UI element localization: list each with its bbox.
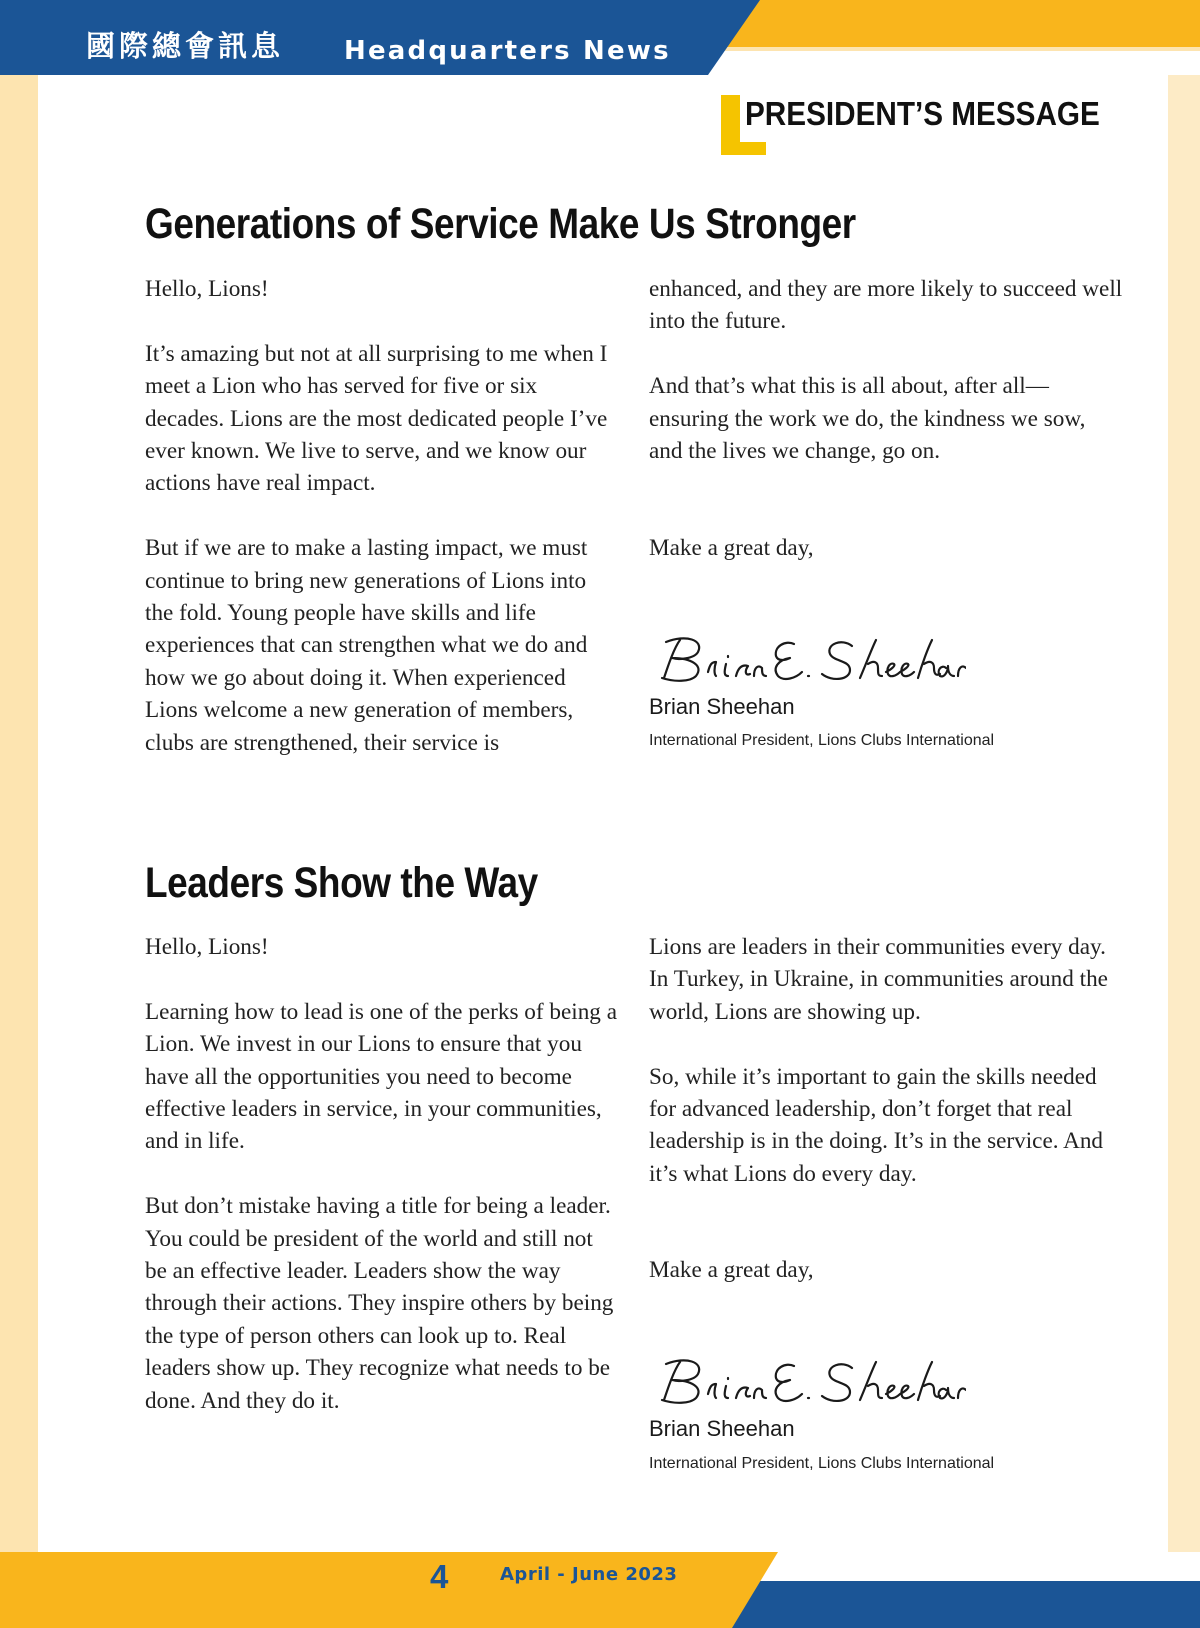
paragraph: But if we are to make a lasting impact, we must continue to bring new generations of Lions into the fold. Young people have skills and life experiences that can strengthen what we do and how we go about doing it. When experienced Lions welcome a new generation of members, clubs are strengthened, their service is bbox=[145, 535, 588, 756]
left-margin-strip bbox=[0, 0, 38, 1628]
article-right-column bbox=[649, 273, 1124, 467]
issue-date: April - June 2023 bbox=[500, 1564, 678, 1585]
paragraph: Hello, Lions! bbox=[145, 276, 269, 302]
article-right-column bbox=[649, 931, 1124, 1190]
header-title-cjk: 國際總會訊息 bbox=[86, 29, 285, 63]
closing-line: Make a great day, bbox=[649, 1257, 814, 1283]
paragraph: But don’t mistake having a title for being a leader. You could be president of the world and still not be an effective leader. Leaders show the way through their actions. They inspire others by being the type of person others can look up to. Real leaders show up. They recognize what needs to be done. And they do it. bbox=[145, 1193, 614, 1414]
closing-line: Make a great day, bbox=[649, 535, 814, 561]
paragraph: Lions are leaders in their communities every day. In Turkey, in Ukraine, in communities around the world, Lions are showing up. bbox=[649, 934, 1108, 1025]
signer-name: Brian Sheehan bbox=[649, 1416, 795, 1441]
signer-name: Brian Sheehan bbox=[649, 694, 795, 719]
signature bbox=[646, 634, 966, 688]
paragraph: Learning how to lead is one of the perks of being a Lion. We invest in our Lions to ensure that you have all the opportunities you need to become effective leaders in service, in your communities, and in life. bbox=[145, 998, 617, 1155]
article-title: Leaders Show the Way bbox=[145, 859, 538, 907]
article-left-column bbox=[145, 931, 620, 1417]
paragraph: So, while it’s important to gain the skills needed for advanced leadership, don’t forget that real leadership is in the doing. It’s in the service. And it’s what Lions do every day. bbox=[649, 1063, 1104, 1187]
paragraph: enhanced, and they are more likely to succeed well into the future. bbox=[649, 276, 1123, 335]
signer-title: International President, Lions Clubs International bbox=[649, 1455, 995, 1472]
signature bbox=[646, 1356, 966, 1410]
signer-title: International President, Lions Clubs International bbox=[649, 732, 995, 749]
article-left-column bbox=[145, 273, 620, 759]
paragraph: Hello, Lions! bbox=[145, 934, 269, 960]
paragraph: It’s amazing but not at all surprising to me when I meet a Lion who has served for five or six decades. Lions are the most dedicated people I’ve ever known. We live to serve, and we know our actions have real impact. bbox=[145, 340, 608, 497]
paragraph: And that’s what this is all about, after all—ensuring the work we do, the kindness we sow, and the lives we change, go on. bbox=[649, 373, 1086, 465]
header-title-en: Headquarters News bbox=[344, 36, 671, 66]
article-title: Generations of Service Make Us Stronger bbox=[145, 200, 856, 248]
section-label: PRESIDENT’S MESSAGE bbox=[745, 95, 1100, 132]
right-margin-strip bbox=[1168, 0, 1200, 1628]
page-number: 4 bbox=[430, 1558, 449, 1595]
